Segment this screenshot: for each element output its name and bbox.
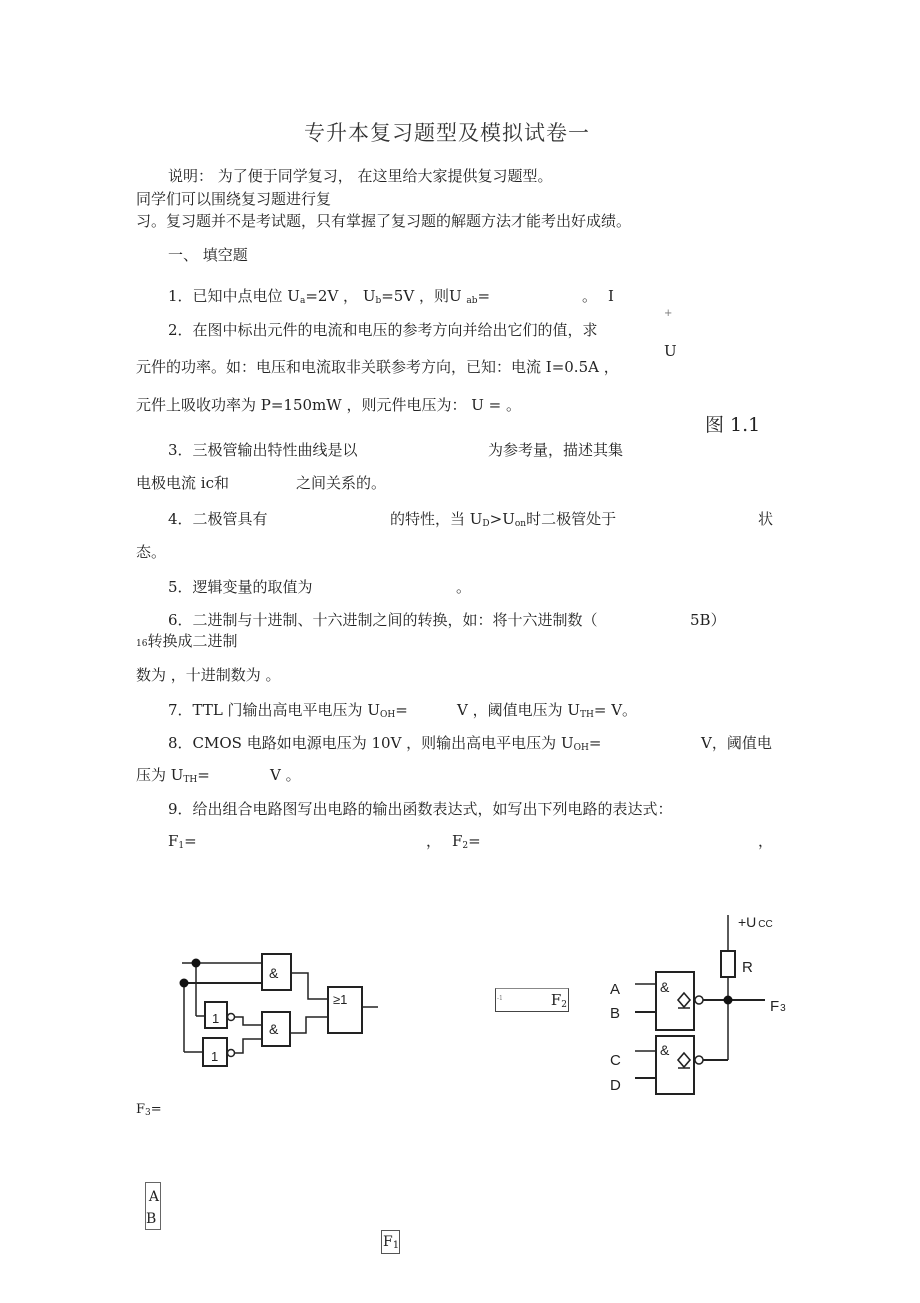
oc-gate-bottom-label: & [660,1042,670,1058]
question-6-line-2 [136,632,237,653]
q7-sub-a: OH [379,710,396,720]
figure-label-1-1: 图 1.1 [705,414,761,436]
f1-eq: = [184,832,197,850]
question-9: 9．给出组合电路图写出电路的输出函数表达式，如写出下列电路的表达式： [168,800,673,818]
question-6-line-3: 数为 ，十进制数为 。 [136,666,281,684]
q7-text-a: 7．TTL 门输出高电平电压为 U [168,701,380,719]
question-3-line-1a: 3．三极管输出特性曲线是以 [168,441,358,459]
not-gate-bottom-label: 1 [211,1049,219,1064]
f2-text: F [452,832,463,850]
input-c-label: C [610,1052,621,1069]
question-2-line-3: 元件上吸收功率为 P=150mW ，则元件电压为： U = 。 [136,396,521,414]
not-gate-top-label: 1 [212,1011,220,1026]
f3-eq: = [150,1102,162,1117]
question-2-line-2: 元件的功率。如：电压和电流取非关联参考方向，已知：电流 I=0.5A ， [136,358,619,376]
q1-text-b: =2V ， U [305,287,376,305]
circuit-1-diagram [170,940,390,1070]
input-d-label: D [610,1077,621,1094]
q8-text-2b: = [197,766,210,784]
question-3-line-2a: 电极电流 ic和 [136,474,229,492]
q1-text-d: = [477,287,491,305]
q4-sub-b: D [482,519,490,529]
f1-box-label-text: F [383,1234,393,1250]
q4-text-d: 时二极管处于 [526,510,617,528]
supply-label: +U CC [738,914,773,930]
q6-text: 转换成二进制 [147,632,238,650]
question-4-b [390,510,616,531]
f1-text: F [168,832,179,850]
q8-text-2a: 压为 U [136,766,184,784]
f2-box [495,988,569,1012]
f2-box-label-text: F [550,991,562,1009]
question-4-e: 状 [758,510,774,528]
or-gate-label: ≥1 [333,992,348,1007]
f1-sub: 1 [178,841,185,851]
q1-text-a: 1．已知中点电位 U [168,287,300,305]
question-3-line-1b: 为参考量，描述其集 [488,441,624,459]
ab-input-box [145,1182,161,1230]
question-4-line-2: 态。 [136,543,167,561]
question-8-c: V，阈值电 [701,734,772,752]
q8-sub-a: OH [573,743,589,753]
f3-sub: 3 [145,1108,151,1118]
question-1 [168,287,490,308]
question-7 [168,701,408,722]
figure-plus-mark: + [664,308,673,319]
resistor-label: R [742,959,753,976]
oc-gate-top-label: & [660,979,670,995]
f2-box-mark: -1 [497,995,503,1002]
intro-line-3: 习。复习题并不是考试题，只有掌握了复习题的解题方法才能考出好成绩。 [136,212,632,230]
f1-comma: ， [426,832,442,850]
intro-line-2: 同学们可以围绕复习题进行复 [136,190,332,208]
question-3-line-2b: 之间关系的。 [296,474,387,492]
figure-current-mark: I [608,287,614,305]
f2-expression-label [452,832,481,853]
q1-sub-a: a [299,296,306,306]
question-6-line-1b: 5B） [690,611,726,629]
f1-output-box [381,1230,400,1254]
input-b-label: B [610,1005,621,1022]
ab-box-a: A [148,1189,159,1205]
q7-text-d: = V。 [593,701,638,719]
question-8-line-2c: V 。 [270,766,301,784]
q8-text-a: 8．CMOS 电路如电源电压为 10V ，则输出高电平电压为 U [168,734,574,752]
q4-text-b: 的特性，当 U [390,510,483,528]
output-f3-label: F3 [770,998,786,1015]
f2-comma: ， [758,832,774,850]
f3-text: F [136,1102,146,1117]
question-6-line-1a: 6．二进制与十进制、十六进制之间的转换，如：将十六进制数（ [168,611,598,629]
f2-box-label-sub: 2 [561,1000,567,1010]
q1-blank-end: 。 [582,287,598,305]
q7-sub-c: TH [580,710,594,720]
q8-sub-2a: TH [183,775,198,785]
and-gate-bottom-label: & [269,1021,279,1037]
q1-sub-c: ab [466,296,478,306]
q7-text-c: V ，阈值电压为 U [457,701,581,719]
f2-eq: = [468,832,481,850]
f1-expression-label [168,832,197,853]
q4-text-c: >U [489,510,515,528]
q1-sub-b: b [375,296,382,306]
q6-sub: 16 [136,639,148,649]
q1-text-c: =5V ，则U [381,287,467,305]
figure-voltage-mark: U [664,342,677,360]
document-title: 专升本复习题型及模拟试卷一 [304,121,590,145]
q7-text-b: = [395,701,408,719]
f1-box-label [383,1234,399,1250]
input-a-label: A [610,981,621,998]
section-heading: 一、 填空题 [168,246,248,264]
question-5: 5．逻辑变量的取值为 [168,578,313,596]
q4-sub-c: on [514,519,527,529]
f3-expression-label [136,1101,162,1120]
f1-box-label-sub: 1 [392,1240,400,1251]
question-8-line-2 [136,766,210,787]
f2-sub: 2 [462,841,469,851]
q8-text-b: = [588,734,602,752]
question-8 [168,734,601,755]
question-7-c [457,701,637,722]
and-gate-top-label: & [269,965,279,981]
circuit-2-diagram [600,905,800,1105]
ab-box-b: B [146,1211,157,1227]
f2-box-label [551,991,567,1009]
intro-line-1: 说明： 为了便于同学复习， 在这里给大家提供复习题型。 [168,167,553,185]
question-2-line-1: 2．在图中标出元件的电流和电压的参考方向并给出它们的值，求 [168,321,598,339]
question-5-end: 。 [456,578,472,596]
question-4-a: 4．二极管具有 [168,510,268,528]
